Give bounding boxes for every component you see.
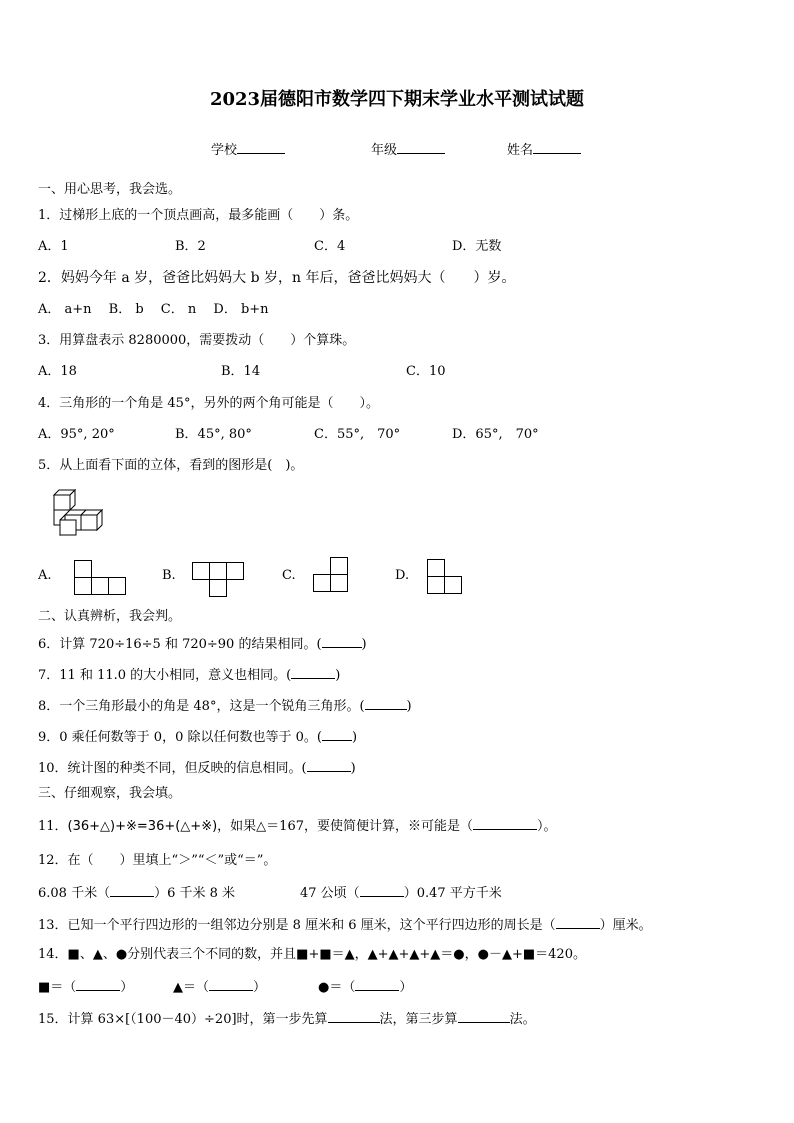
q5-stem: 5．从上面看下面的立体，看到的图形是( )。 <box>38 458 304 473</box>
q4-option-d[interactable]: D．65°, 70° <box>452 427 539 442</box>
q5-option-c-label[interactable]: C. <box>282 568 296 583</box>
q13-item <box>38 916 652 934</box>
q3-option-a[interactable]: A．18 <box>38 364 77 379</box>
page-title: 2023届德阳市数学四下期末学业水平测试试题 <box>209 89 585 110</box>
name-field[interactable] <box>507 141 581 159</box>
q4-option-c[interactable]: C．55°, 70° <box>314 427 401 442</box>
q12-right-2: ）0.47 平方千米 <box>403 886 502 901</box>
section-2-heading: 二、认真辨析，我会判。 <box>38 609 182 624</box>
q14-stem: 14．■、▲、●分别代表三个不同的数，并且■+■＝▲，▲+▲+▲+▲＝●，●－▲+■＝420。 <box>38 947 586 962</box>
q5-option-b-label[interactable]: B. <box>162 568 176 583</box>
q12-right-1: ）6 千米 8 米 <box>154 886 236 901</box>
q1-stem: 1．过梯形上底的一个顶点画高，最多能画（ ）条。 <box>38 208 359 223</box>
q15-blank-2[interactable] <box>458 1010 510 1023</box>
q6-stem: 6．计算 720÷16÷5 和 720÷90 的结果相同。( <box>38 637 322 652</box>
q15-stem: 15．计算 63×[（100－40）÷20]时，第一步先算 <box>38 1012 328 1027</box>
q10-item <box>38 759 356 777</box>
q3-option-b[interactable]: B．14 <box>221 364 261 379</box>
q9-close-paren: ) <box>351 730 358 745</box>
q5-option-d-label[interactable]: D. <box>395 568 410 583</box>
q15-blank-1[interactable] <box>328 1010 380 1023</box>
q6-close-paren: ) <box>361 637 367 652</box>
q15-end: 法。 <box>509 1012 536 1027</box>
q12-compare-1 <box>38 884 235 902</box>
q2-options[interactable]: A． a+n B． b C． n D． b+n <box>38 302 269 317</box>
q12-compare-2 <box>300 884 502 902</box>
name-label: 姓名 <box>507 143 534 158</box>
q13-answer-blank[interactable] <box>556 916 600 929</box>
q14-circle-answer <box>318 978 412 996</box>
q5-option-b-figure[interactable] <box>191 561 246 599</box>
q4-option-a[interactable]: A．95°, 20° <box>38 427 115 442</box>
q13-end: ）厘米。 <box>599 918 652 933</box>
q11-item <box>38 817 557 835</box>
q9-item <box>38 728 357 746</box>
q1-option-d[interactable]: D．无数 <box>452 239 502 254</box>
q1-option-b[interactable]: B．2 <box>175 239 206 254</box>
q14-circle-blank[interactable] <box>355 978 399 991</box>
school-blank[interactable] <box>237 141 285 154</box>
section-1-heading: 一、用心思考，我会选。 <box>38 182 182 197</box>
q4-stem: 4．三角形的一个角是 45°，另外的两个角可能是（ ）。 <box>38 396 379 411</box>
q5-option-a-label[interactable]: A. <box>38 568 52 583</box>
q7-item <box>38 666 340 684</box>
grade-field[interactable] <box>371 141 445 159</box>
q14-triangle-blank[interactable] <box>209 978 253 991</box>
q6-answer-blank[interactable] <box>322 635 362 648</box>
school-field[interactable] <box>211 141 285 159</box>
q10-stem: 10．统计图的种类不同，但反映的信息相同。( <box>38 761 307 776</box>
q14-square-answer <box>38 978 133 996</box>
q2-stem: 2．妈妈今年 a 岁，爸爸比妈妈大 b 岁，n 年后，爸爸比妈妈大（ ）岁。 <box>38 270 516 286</box>
q14-circle-label: ●＝（ <box>318 980 356 995</box>
school-label: 学校 <box>211 143 238 158</box>
q9-answer-blank[interactable] <box>322 728 352 741</box>
q3-stem: 3．用算盘表示 8280000，需要拨动（ ）个算珠。 <box>38 333 356 348</box>
q7-stem: 7．11 和 11.0 的大小相同，意义也相同。( <box>38 668 292 683</box>
q10-close-paren: ) <box>350 761 356 776</box>
q1-option-c[interactable]: C．4 <box>314 239 346 254</box>
q11-formula: (36+△)+※=36+(△+※) <box>67 819 218 834</box>
section-3-heading: 三、仔细观察，我会填。 <box>38 786 182 801</box>
q14-square-blank[interactable] <box>76 978 120 991</box>
grade-blank[interactable] <box>397 141 445 154</box>
q12-blank-1[interactable] <box>110 884 154 897</box>
q5-option-c-figure[interactable] <box>312 556 352 596</box>
q7-close-paren: ) <box>335 668 341 683</box>
q14-triangle-answer <box>173 978 266 996</box>
q12-left-2: 47 公顷（ <box>300 886 360 901</box>
q5-option-d-figure[interactable] <box>426 558 466 598</box>
q12-blank-2[interactable] <box>360 884 404 897</box>
q14-triangle-close: ） <box>253 980 267 995</box>
name-blank[interactable] <box>533 141 581 154</box>
q12-left-1: 6.08 千米（ <box>38 886 111 901</box>
q4-option-b[interactable]: B．45°, 80° <box>175 427 252 442</box>
q7-answer-blank[interactable] <box>291 666 335 679</box>
q8-answer-blank[interactable] <box>365 697 407 710</box>
q13-stem: 13．已知一个平行四边形的一组邻边分别是 8 厘米和 6 厘米，这个平行四边形的周长是（ <box>38 918 556 933</box>
q15-item <box>38 1010 536 1028</box>
q8-stem: 8．一个三角形最小的角是 48°，这是一个锐角三角形。( <box>38 699 365 714</box>
q5-option-a-figure[interactable] <box>73 559 128 597</box>
q14-square-close: ） <box>120 980 134 995</box>
grade-label: 年级 <box>371 143 398 158</box>
q12-stem: 12．在（ ）里填上“＞”“＜”或“＝”。 <box>38 853 277 868</box>
q11-number: 11． <box>38 819 68 834</box>
q14-circle-close: ） <box>399 980 413 995</box>
q11-answer-blank[interactable] <box>473 817 537 830</box>
q3-option-c[interactable]: C．10 <box>406 364 446 379</box>
q15-mid: 法，第三步算 <box>379 1012 458 1027</box>
q8-item <box>38 697 412 715</box>
q14-triangle-label: ▲＝（ <box>173 980 209 995</box>
q6-item <box>38 635 367 653</box>
q9-stem: 9．0 乘任何数等于 0，0 除以任何数也等于 0。( <box>38 730 322 745</box>
q8-close-paren: ) <box>406 699 412 714</box>
q11-condition: ，如果△＝167，要使简便计算，※可能是（ <box>217 819 473 834</box>
q11-end: ）。 <box>536 819 557 834</box>
q14-square-label: ■＝（ <box>38 980 77 995</box>
q10-answer-blank[interactable] <box>307 759 351 772</box>
q1-option-a[interactable]: A．1 <box>38 239 69 254</box>
cube-solid-figure <box>46 488 114 538</box>
